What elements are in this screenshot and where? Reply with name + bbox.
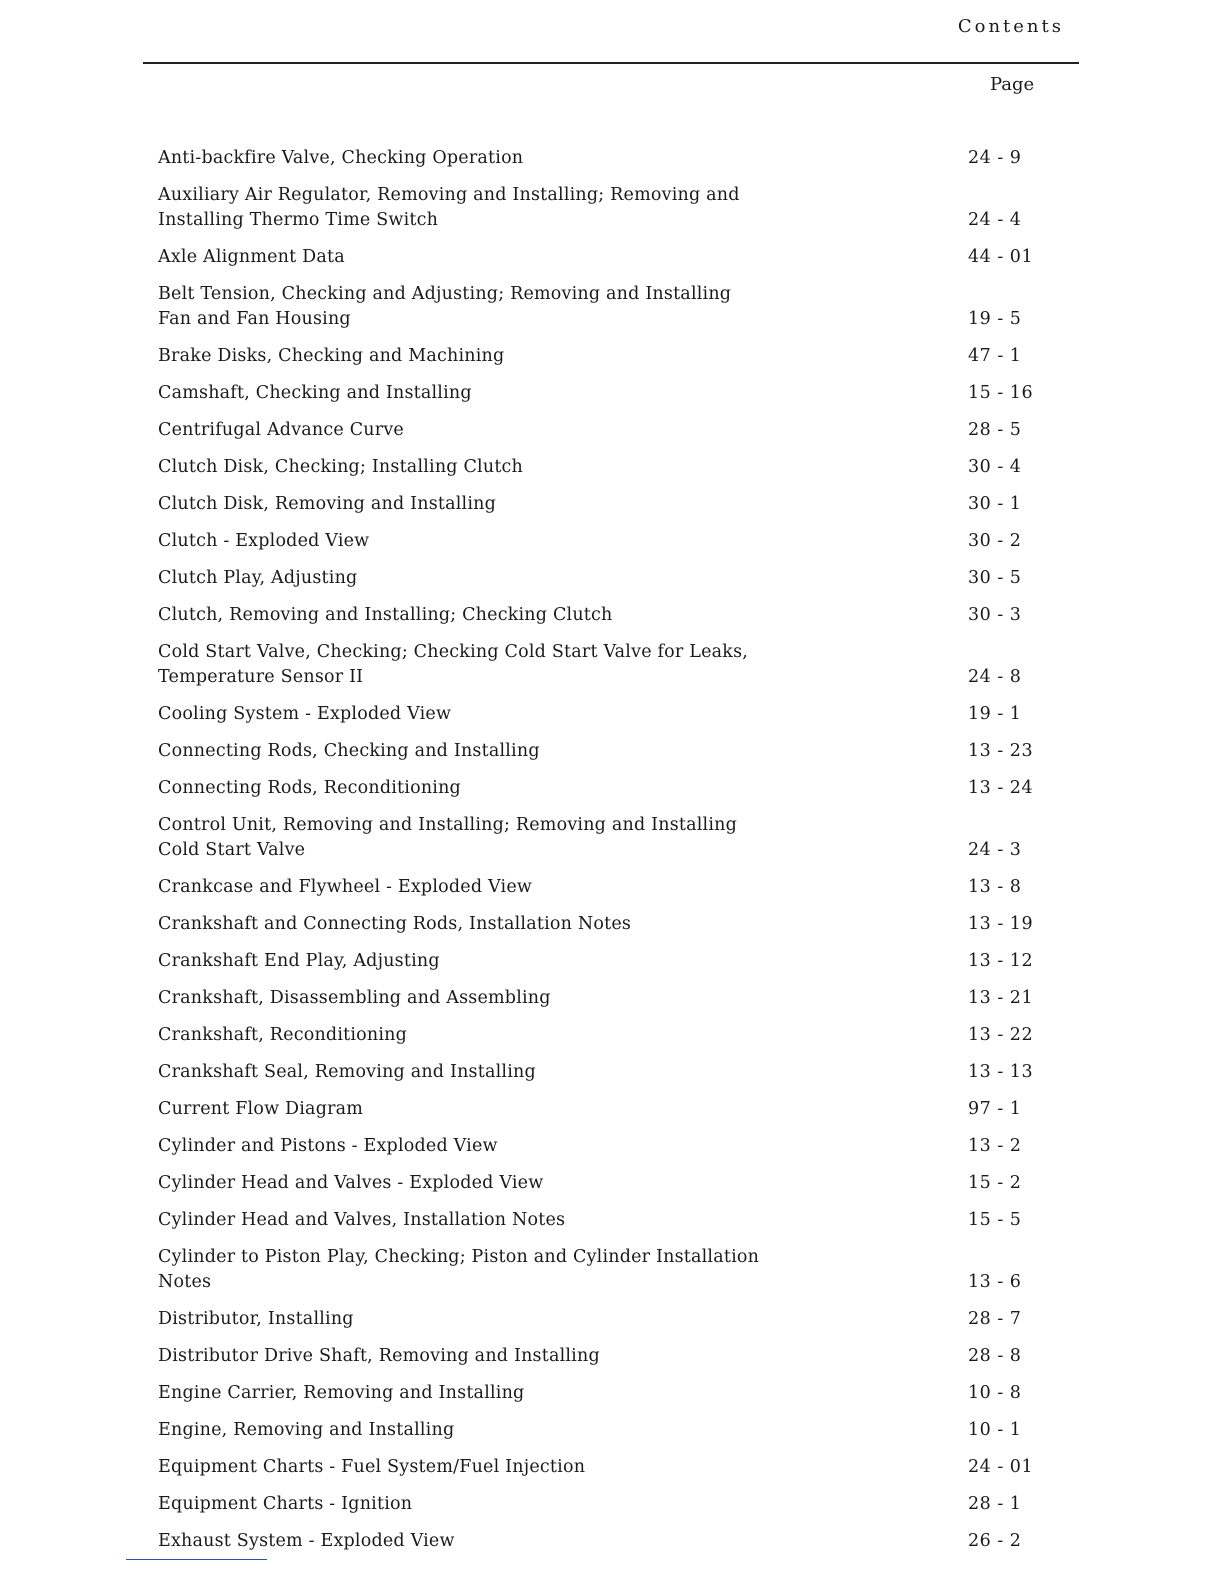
toc-entry-title: Camshaft, Checking and Installing	[158, 383, 472, 403]
toc-entry-title: Clutch Play, Adjusting	[158, 568, 358, 588]
toc-entry-title: Cold Start Valve, Checking; Checking Cold Start Valve for Leaks, Temperature Sensor II	[158, 642, 749, 687]
toc-entry-page: 30 - 2	[968, 531, 1022, 551]
toc-entry-title: Crankshaft Seal, Removing and Installing	[158, 1062, 536, 1082]
toc-entry-page: 13 - 22	[968, 1025, 1034, 1045]
toc-entry-title: Connecting Rods, Checking and Installing	[158, 741, 540, 761]
page-column-label: Page	[990, 74, 1035, 95]
toc-entry-page: 28 - 8	[968, 1346, 1022, 1366]
toc-entry-title: Crankshaft, Reconditioning	[158, 1025, 408, 1045]
table-of-contents	[150, 146, 1060, 1566]
toc-entry-title: Cylinder and Pistons - Exploded View	[158, 1136, 498, 1156]
toc-entry-page: 24 - 4	[968, 210, 1022, 230]
toc-entry-page: 97 - 1	[968, 1099, 1022, 1119]
toc-entry[interactable]	[150, 603, 1060, 628]
toc-entry-title: Clutch - Exploded View	[158, 531, 370, 551]
toc-entry-page: 13 - 12	[968, 951, 1034, 971]
toc-entry[interactable]	[150, 1097, 1060, 1122]
toc-entry-title: Clutch Disk, Checking; Installing Clutch	[158, 457, 524, 477]
toc-entry-page: 26 - 2	[968, 1531, 1022, 1551]
toc-entry-page: 24 - 9	[968, 148, 1022, 168]
toc-entry-page: 28 - 7	[968, 1309, 1022, 1329]
toc-entry-page: 13 - 6	[968, 1272, 1022, 1292]
toc-entry[interactable]	[150, 455, 1060, 480]
toc-entry[interactable]	[150, 1023, 1060, 1048]
toc-entry[interactable]	[150, 1134, 1060, 1159]
toc-entry[interactable]	[150, 1418, 1060, 1443]
toc-entry-title: Auxiliary Air Regulator, Removing and Installing; Removing and Installing Thermo Time Switch	[158, 185, 740, 230]
toc-entry-page: 15 - 16	[968, 383, 1034, 403]
toc-entry[interactable]	[150, 1529, 1060, 1554]
toc-entry[interactable]	[150, 776, 1060, 801]
toc-entry[interactable]	[150, 146, 1060, 171]
toc-entry-page: 15 - 2	[968, 1173, 1022, 1193]
toc-entry-page: 28 - 1	[968, 1494, 1022, 1514]
toc-entry[interactable]	[150, 986, 1060, 1011]
toc-entry[interactable]	[150, 1455, 1060, 1480]
toc-entry[interactable]	[150, 1492, 1060, 1517]
toc-entry-title: Equipment Charts - Ignition	[158, 1494, 413, 1514]
toc-entry-title: Equipment Charts - Fuel System/Fuel Injection	[158, 1457, 586, 1477]
toc-entry[interactable]	[150, 739, 1060, 764]
toc-entry[interactable]	[150, 1245, 1060, 1295]
toc-entry-page: 13 - 13	[968, 1062, 1034, 1082]
toc-entry-page: 24 - 3	[968, 840, 1022, 860]
toc-entry-title: Engine, Removing and Installing	[158, 1420, 455, 1440]
toc-entry-title: Cooling System - Exploded View	[158, 704, 452, 724]
toc-entry-page: 13 - 8	[968, 877, 1022, 897]
toc-entry[interactable]	[150, 702, 1060, 727]
toc-entry-title: Axle Alignment Data	[158, 247, 345, 267]
toc-entry[interactable]	[150, 1208, 1060, 1233]
toc-entry-title: Clutch Disk, Removing and Installing	[158, 494, 497, 514]
toc-entry-title: Crankshaft and Connecting Rods, Installation Notes	[158, 914, 632, 934]
toc-entry-page: 10 - 1	[968, 1420, 1022, 1440]
toc-entry-title: Belt Tension, Checking and Adjusting; Removing and Installing Fan and Fan Housing	[158, 284, 732, 329]
toc-entry[interactable]	[150, 381, 1060, 406]
toc-entry-title: Crankshaft End Play, Adjusting	[158, 951, 440, 971]
toc-entry[interactable]	[150, 492, 1060, 517]
toc-entry-title: Brake Disks, Checking and Machining	[158, 346, 505, 366]
toc-entry-page: 24 - 8	[968, 667, 1022, 687]
toc-entry[interactable]	[150, 344, 1060, 369]
toc-entry-title: Exhaust System - Exploded View	[158, 1531, 455, 1551]
toc-entry-title: Current Flow Diagram	[158, 1099, 364, 1119]
toc-entry[interactable]	[150, 912, 1060, 937]
toc-entry-page: 13 - 2	[968, 1136, 1022, 1156]
toc-entry-page: 44 - 01	[968, 247, 1034, 267]
toc-entry-page: 30 - 5	[968, 568, 1022, 588]
toc-entry-title: Anti-backfire Valve, Checking Operation	[158, 148, 524, 168]
toc-entry[interactable]	[150, 1381, 1060, 1406]
footer-divider	[126, 1559, 267, 1560]
toc-entry-title: Connecting Rods, Reconditioning	[158, 778, 461, 798]
toc-entry[interactable]	[150, 1060, 1060, 1085]
toc-entry-page: 15 - 5	[968, 1210, 1022, 1230]
toc-entry[interactable]	[150, 949, 1060, 974]
toc-entry-title: Centrifugal Advance Curve	[158, 420, 404, 440]
toc-entry-title: Crankcase and Flywheel - Exploded View	[158, 877, 533, 897]
toc-entry-page: 30 - 1	[968, 494, 1022, 514]
toc-entry[interactable]	[150, 566, 1060, 591]
toc-entry-title: Crankshaft, Disassembling and Assembling	[158, 988, 551, 1008]
toc-entry-title: Clutch, Removing and Installing; Checking Clutch	[158, 605, 613, 625]
toc-entry[interactable]	[150, 183, 1060, 233]
toc-entry-page: 13 - 23	[968, 741, 1034, 761]
toc-entry-page: 10 - 8	[968, 1383, 1022, 1403]
toc-entry[interactable]	[150, 282, 1060, 332]
toc-entry-page: 28 - 5	[968, 420, 1022, 440]
toc-entry-page: 47 - 1	[968, 346, 1022, 366]
toc-entry-page: 30 - 3	[968, 605, 1022, 625]
toc-entry-title: Distributor Drive Shaft, Removing and Installing	[158, 1346, 600, 1366]
toc-entry[interactable]	[150, 1344, 1060, 1369]
toc-entry-title: Cylinder Head and Valves, Installation Notes	[158, 1210, 566, 1230]
toc-entry-title: Control Unit, Removing and Installing; Removing and Installing Cold Start Valve	[158, 815, 738, 860]
toc-entry-title: Distributor, Installing	[158, 1309, 354, 1329]
toc-entry-title: Cylinder to Piston Play, Checking; Piston and Cylinder Installation Notes	[158, 1247, 760, 1292]
toc-entry-page: 24 - 01	[968, 1457, 1034, 1477]
toc-entry-page: 19 - 1	[968, 704, 1022, 724]
toc-entry[interactable]	[150, 1171, 1060, 1196]
toc-entry-title: Cylinder Head and Valves - Exploded View	[158, 1173, 544, 1193]
toc-entry-page: 13 - 21	[968, 988, 1034, 1008]
toc-entry-page: 19 - 5	[968, 309, 1022, 329]
toc-entry-page: 30 - 4	[968, 457, 1022, 477]
toc-entry[interactable]	[150, 529, 1060, 554]
toc-entry-title: Engine Carrier, Removing and Installing	[158, 1383, 525, 1403]
toc-entry[interactable]	[150, 875, 1060, 900]
toc-entry[interactable]	[150, 813, 1060, 863]
header-divider	[143, 62, 1079, 64]
toc-entry[interactable]	[150, 418, 1060, 443]
toc-entry[interactable]	[150, 640, 1060, 690]
toc-entry[interactable]	[150, 1307, 1060, 1332]
toc-entry-page: 13 - 19	[968, 914, 1034, 934]
page-title: Contents	[957, 16, 1064, 37]
toc-entry-page: 13 - 24	[968, 778, 1034, 798]
toc-entry[interactable]	[150, 245, 1060, 270]
